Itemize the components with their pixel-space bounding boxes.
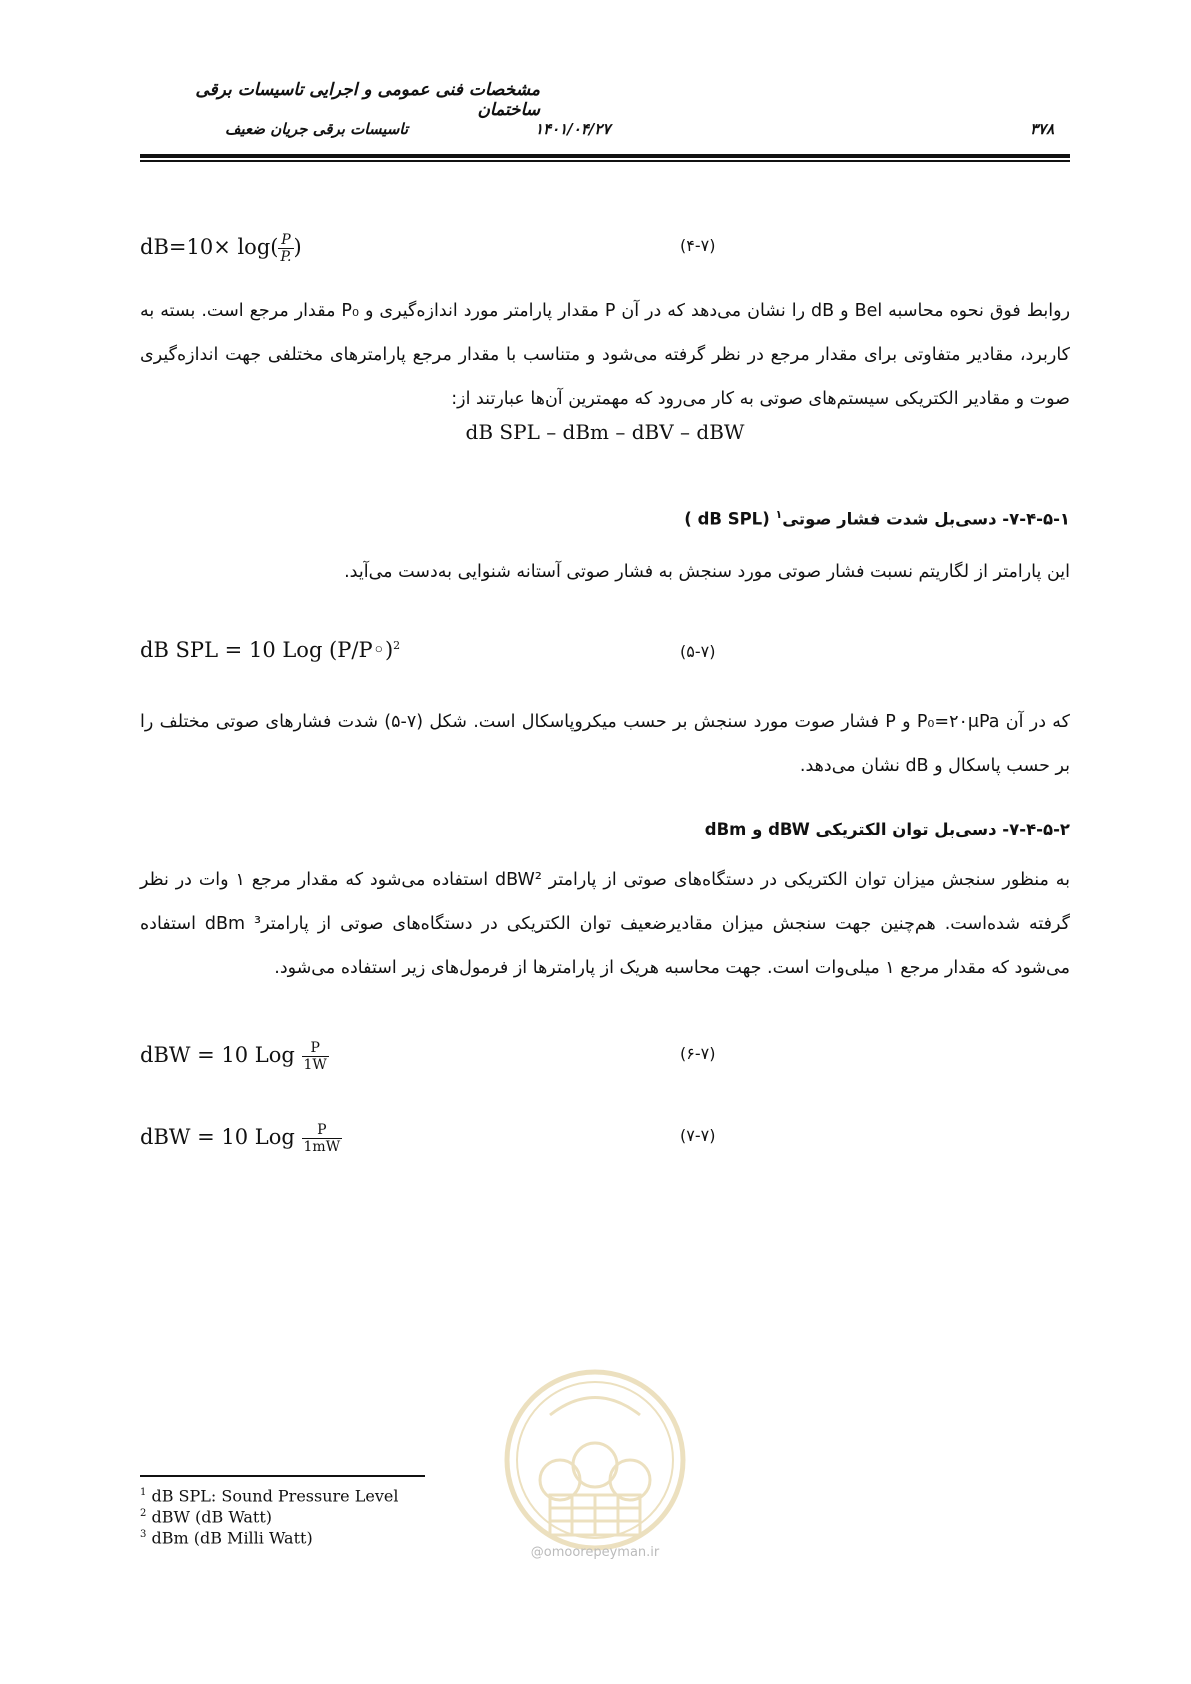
paragraph-db-spl: این پارامتر از لگاریتم نسبت فشار صوتی مورد سنجش به فشار صوتی آستانه شنوایی به‌دست می‌آید. <box>344 562 1070 582</box>
section-title: ۷-۴-۵-۱- دسی‌بل شدت فشار صوتی <box>782 509 1070 529</box>
footnote-text: dBW (dB Watt) <box>151 1507 273 1527</box>
equation-7-7 <box>140 1122 740 1162</box>
fraction-denominator: 1mW <box>303 1139 341 1155</box>
header-subtitle: تاسیسات برقی جریان ضعیف <box>225 120 409 138</box>
equation-number: (۶-۷) <box>680 1044 716 1063</box>
equation-body <box>140 232 302 265</box>
eq-suffix: ) <box>293 235 302 259</box>
equation-4-7 <box>140 232 740 272</box>
watermark-url: @omoorepeyman.ir <box>530 1545 660 1560</box>
paragraph-p0-definition: که در آن P₀=۲۰μPa و P فشار صوت مورد سنجش بر حسب میکروپاسکال است. شکل (۷-۵) شدت فشارهای صوتی مختلف را بر حسب پاسکال و dB نشان می‌دهد. <box>140 712 1071 776</box>
footnote-text: dB SPL: Sound Pressure Level <box>151 1486 399 1506</box>
header-rule-thin <box>140 160 1070 162</box>
footnote-mark: 1 <box>140 1487 147 1498</box>
equation-body <box>140 638 400 662</box>
fraction-denominator: 1W <box>303 1057 327 1073</box>
paragraph-bel-reference: روابط فوق نحوه محاسبه Bel و dB را نشان می‌دهد که در آن P مقدار پارامتر مورد اندازه‌گیری و P₀ مقدار مرجع است. بسته به کاربرد، مقادیر متفاوتی برای مقدار مرجع در نظر گرفته می‌شود و متناسب با مقدار مرجع پارامترهای مختلفی جهت اندازه‌گیری صوت و مقادیر الکتریکی سیستم‌های صوتی به کار می‌رود که مهمترین آن‌ها عبارتند از: <box>140 301 1071 409</box>
fraction-denominator: P. <box>280 249 292 265</box>
footnote-rule <box>140 1475 425 1477</box>
footnote-3 <box>140 1525 640 1548</box>
fraction-numerator: P <box>302 1122 343 1139</box>
fraction <box>302 1122 343 1155</box>
equation-6-7 <box>140 1040 740 1080</box>
equation-number: (۴-۷) <box>680 236 716 255</box>
eq-prefix: dBW = 10 Log <box>140 1125 302 1149</box>
fraction <box>278 232 293 265</box>
units-list: dB SPL – dBm – dBV – dBW <box>465 420 745 444</box>
section-heading-dbw-dbm: ۷-۴-۵-۲- دسی‌بل توان الکتریکی dBW و dBm <box>704 820 1070 839</box>
footnote-1 <box>140 1483 640 1506</box>
fraction <box>302 1040 329 1073</box>
footnote-mark: 2 <box>140 1508 147 1519</box>
section-heading-db-spl <box>140 508 1070 529</box>
equation-body <box>140 1040 329 1073</box>
header-rule-thick <box>140 154 1070 158</box>
fraction-numerator: P <box>278 232 293 249</box>
eq-text: dB SPL = 10 Log (P/P◦) <box>140 638 394 662</box>
eq-prefix: dBW = 10 Log <box>140 1043 302 1067</box>
header-date: ۱۴۰۱/۰۴/۲۷ <box>535 120 611 138</box>
fraction-numerator: P <box>302 1040 329 1057</box>
paragraph-dbw-dbm: به منظور سنجش میزان توان الکتریکی در دستگاه‌های صوتی از پارامتر dBW² استفاده می‌شود که مقدار مرجع ۱ وات در نظر گرفته شده‌است. هم‌چنین جهت سنجش میزان مقادیرضعیف توان الکتریکی در دستگاه‌های صوتی از پارامتر³ dBm استفاده می‌شود که مقدار مرجع ۱ میلی‌وات است. جهت محاسبه هریک از پارامترها از فرمول‌های زیر استفاده می‌شود. <box>140 870 1071 978</box>
footnote-2 <box>140 1504 640 1527</box>
footnote-mark: 3 <box>140 1529 147 1540</box>
document-title: مشخصات فنی عمومی و اجرایی تاسیسات برقی ساختمان <box>195 80 540 120</box>
equation-number: (۷-۷) <box>680 1126 716 1145</box>
eq-exponent: 2 <box>393 639 401 652</box>
footnote-ref: ۱ <box>775 508 783 521</box>
header-row <box>140 120 1070 146</box>
equation-number: (۵-۷) <box>680 642 716 661</box>
section-title-suffix: (dB SPL ) <box>684 509 770 529</box>
equation-body <box>140 1122 342 1155</box>
eq-prefix: dB=10× log( <box>140 235 279 259</box>
footnote-text: dBm (dB Milli Watt) <box>151 1528 313 1548</box>
equation-5-7 <box>140 638 740 678</box>
page-number: ۳۷۸ <box>1030 120 1055 138</box>
